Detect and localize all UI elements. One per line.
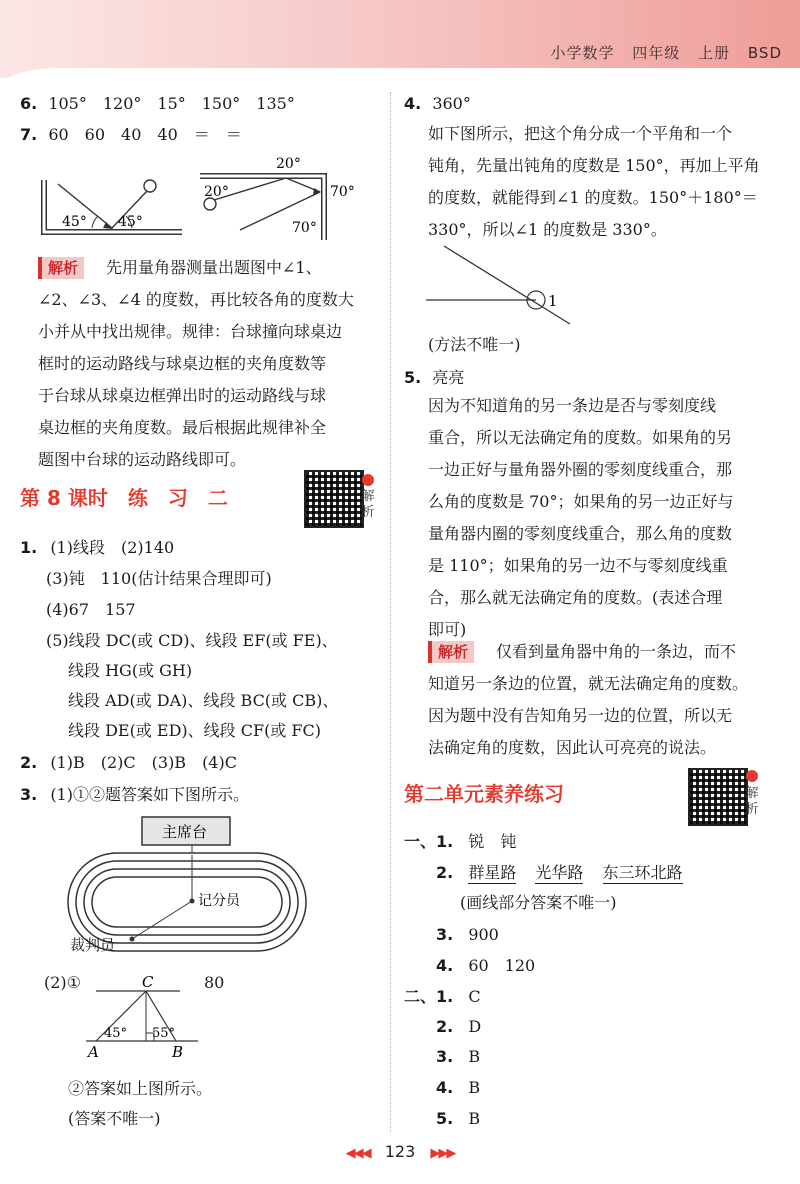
triangle-label-b: B: [172, 1043, 184, 1061]
next-arrows-icon[interactable]: ▶▶▶: [430, 1146, 455, 1161]
track-scorer-label: 记分员: [198, 893, 240, 909]
fig7-angle-b3: 70°: [330, 184, 355, 200]
track-stand-label: 主席台: [162, 823, 208, 841]
r4-explanation: 如下图所示，把这个角分成一个平角和一个 钝角，先量出钝角的度数是 150°，再加上平角 的度数，就能得到∠1 的度数。150°＋180°＝ 330°，所以∠1 的度数是 330°。: [428, 124, 760, 239]
fig7-angle-b1: 20°: [276, 156, 301, 172]
angle-figure: [424, 244, 584, 328]
p3b-value: 80: [204, 973, 225, 992]
p1-line5: 线段 HG(或 GH): [68, 661, 193, 680]
prev-arrows-icon[interactable]: ◀◀◀: [345, 1146, 370, 1161]
s1-item4: 4. 60 120: [436, 956, 536, 975]
p1-line6: 线段 AD(或 DA)、线段 BC(或 CB)、: [68, 691, 339, 710]
s2-item5: 5. B: [436, 1109, 481, 1128]
qr-label-unit2: 解析: [745, 786, 759, 817]
header-subject: 小学数学: [550, 44, 615, 62]
s2-item2: 2. D: [436, 1017, 482, 1036]
p1-line3: (4)67 157: [46, 600, 136, 619]
s1-note: (画线部分答案不唯一): [460, 893, 617, 912]
fig7-angle-a2: 45°: [118, 214, 143, 230]
fig7-angle-a1: 45°: [62, 214, 87, 230]
p1-line7: 线段 DE(或 ED)、线段 CF(或 FC): [68, 721, 322, 740]
qr-code-unit2[interactable]: [688, 768, 748, 826]
p1-line2: (3)钝 110(估计结果合理即可): [46, 569, 272, 588]
p2: 2. (1)B (2)C (3)B (4)C: [20, 753, 237, 772]
p3: 3. (1)①②题答案如下图所示。: [20, 785, 249, 804]
r4-note: (方法不唯一): [428, 335, 521, 354]
p3c-line1: ②答案如上图所示。: [68, 1079, 213, 1098]
analysis-2: 解析 仅看到量角器中角的一条边，而不 知道另一条边的位置，就无法确定角的度数。 因为题中没有告知角另一边的位置，所以无 法确定角的度数，因此认可亮亮的说法。: [428, 642, 749, 757]
qr-label-lesson8: 解析: [361, 489, 375, 520]
s2-item4: 4. B: [436, 1078, 481, 1097]
play-icon[interactable]: [362, 474, 374, 486]
billiard-figure-2: [198, 150, 368, 242]
s1-item1: 一、1. 锐 钝: [404, 832, 517, 851]
r5-explanation: 因为不知道角的另一条边是否与零刻度线 重合，所以无法确定角的度数。如果角的另 一边正好与量角器外圈的零刻度线重合，那 么角的度数是 70°；如果角的另一边正好与 量角器内圈的零刻度线重合，那么角的度数 是 110°；如果角的另一边不与零刻度线重 合，那么就无法确定角的度数。(表述合理 即可): [428, 396, 734, 639]
triangle-angle-a: 45°: [104, 1026, 128, 1041]
s2-item1: 二、1. C: [404, 987, 481, 1006]
angle-label-1: 1: [548, 292, 558, 310]
p1-line4: (5)线段 DC(或 CD)、线段 EF(或 FE)、: [46, 631, 338, 650]
answer-7: 7. 60 60 40 40 ＝ ＝: [20, 125, 242, 144]
answer-r4: 4. 360°: [404, 94, 471, 113]
s1-item3: 3. 900: [436, 925, 499, 944]
answer-7-text: 60 60 40 40 ＝ ＝: [48, 125, 242, 144]
column-divider: [390, 92, 391, 1132]
s2-item3: 3. B: [436, 1047, 481, 1066]
analysis-badge-2: 解析: [428, 641, 474, 663]
s1-item2: 2. 群星路 光华路 东三环北路: [436, 863, 683, 882]
p1-line1: 1. (1)线段 (2)140: [20, 538, 175, 557]
track-judge-label: 裁判员: [70, 936, 116, 954]
unit-title: 第二单元素养练习: [404, 782, 564, 806]
analysis-badge: 解析: [38, 257, 84, 279]
analysis-1: 解析 先用量角器测量出题图中∠1、 ∠2、∠3、∠4 的度数，再比较各角的度数大 小并从中找出规律。规律：台球撞向球桌边 框时的运动路线与球桌边框的夹角度数等 于台球从球桌边框弹出时的运动路线与球 桌边框的夹角度数。最后根据此规律补全 题图中台球的运动路线即可。: [38, 258, 354, 469]
header-info: [539, 42, 783, 63]
answer-r5: 5. 亮亮: [404, 368, 465, 387]
qr-code-lesson8[interactable]: [304, 470, 364, 528]
p3c-line2: (答案不唯一): [68, 1109, 161, 1128]
fig7-angle-b4: 70°: [292, 220, 317, 236]
header-grade: 四年级: [632, 44, 681, 62]
answer-6-text: 105° 120° 15° 150° 135°: [48, 94, 295, 113]
page-footer: [0, 1142, 800, 1161]
triangle-label-c: C: [142, 973, 154, 991]
p3b-label: (2)①: [44, 973, 82, 992]
answer-6: 6. 105° 120° 15° 150° 135°: [20, 94, 295, 113]
fig7-angle-b2: 20°: [204, 184, 229, 200]
header-volume: 上册: [698, 44, 731, 62]
billiard-figure-1: [40, 176, 190, 240]
triangle-figure: [86, 975, 206, 1061]
triangle-angle-b: 55°: [152, 1026, 176, 1041]
play-icon-2[interactable]: [746, 770, 758, 782]
triangle-label-a: A: [88, 1043, 99, 1061]
lesson-title: 第 8 课时 练 习 二: [20, 486, 228, 510]
page-number: 123: [384, 1142, 416, 1161]
header-band: [0, 0, 800, 78]
header-edition: BSD: [747, 44, 782, 62]
